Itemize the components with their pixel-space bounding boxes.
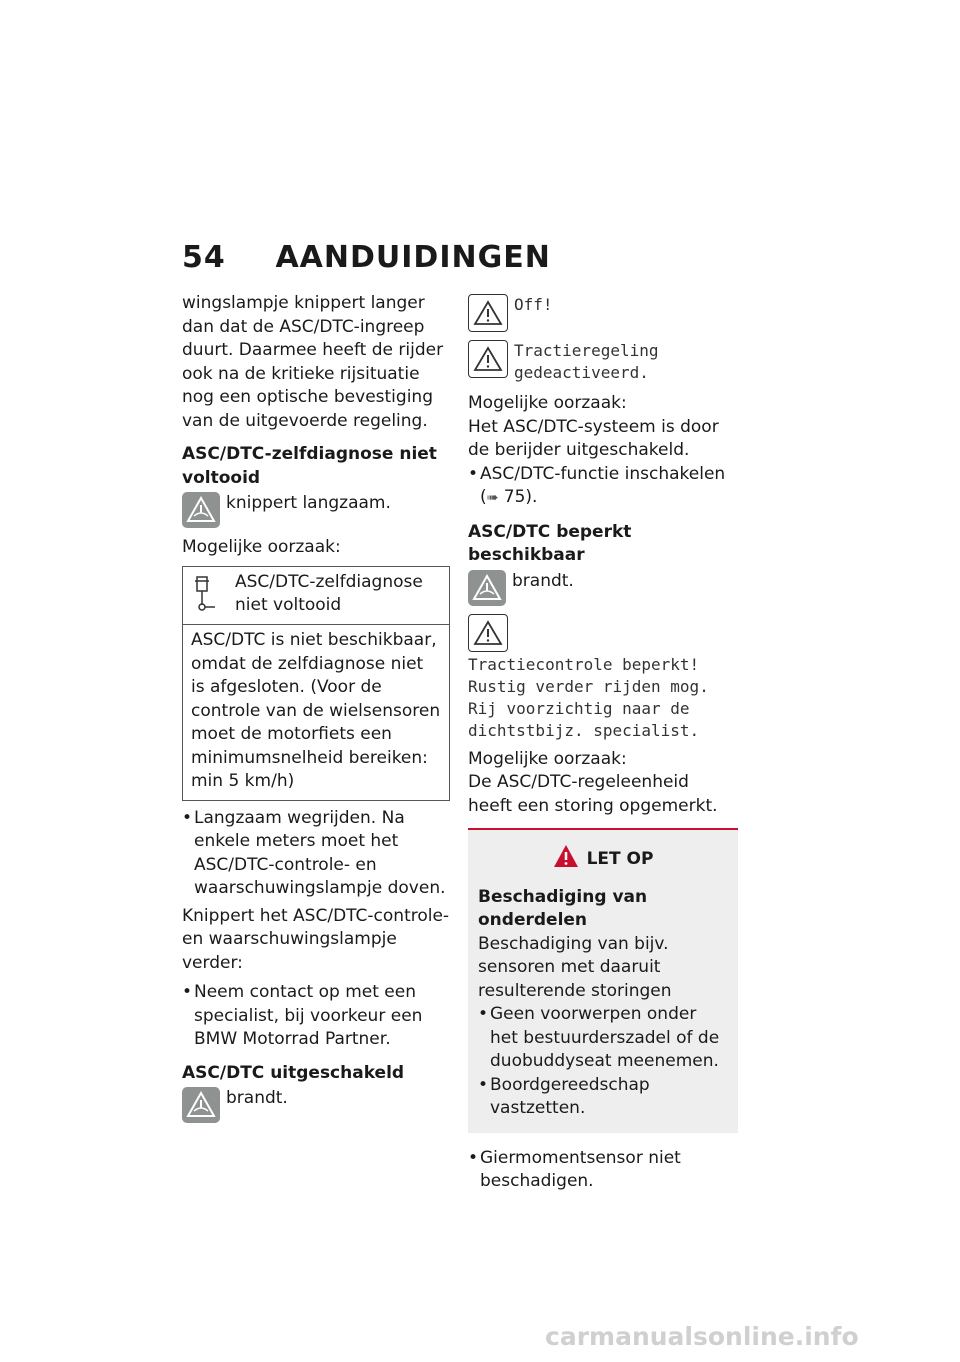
intro-paragraph: wingslampje knippert langer dan dat de ASC/DTC-ingreep duurt. Daarmee heeft de rijder ook na de kritieke rijsituatie nog een optische bevestiging van de uitgevoerde regeling. <box>182 293 444 431</box>
caution-title <box>478 844 728 876</box>
diagnosis-table-body: ASC/DTC is niet beschikbaar, omdat de zelfdiagnose niet is afgesloten. (Voor de controle van de wielsensoren moet de motorfiets een minimumsnelheid bereiken: min 5 km/h) <box>191 630 441 791</box>
followup-paragraph: Knippert het ASC/DTC-controle- en waarschuwingslampje verder: <box>182 905 450 973</box>
bullet-list-4 <box>468 1147 738 1194</box>
caution-exclamation-icon <box>553 844 579 876</box>
display-text-limited: Tractiecontrole beperkt! Rustig verder rijden mog. Rij voorzichtig naar de dichtstbijz. specialist. <box>468 654 709 740</box>
bullet-list-1 <box>182 807 450 901</box>
caution-box <box>468 828 738 1133</box>
cause-text-limited: De ASC/DTC-regeleenheid heeft een storing opgemerkt. <box>468 772 718 816</box>
bullet-list-3 <box>468 463 738 511</box>
asc-warning-lamp-icon <box>182 1087 220 1123</box>
cause-label-limited: Mogelijke oorzaak: <box>468 748 627 769</box>
display-text-deactivated: Tractieregeling gedeactiveerd. <box>514 341 659 382</box>
warning-triangle-icon <box>468 340 508 378</box>
caution-text: Beschadiging van bijv. sensoren met daaruit resulterende storingen <box>478 933 672 1001</box>
display-row-limited <box>468 614 738 652</box>
watermark: carmanualsonline.info <box>545 1322 859 1351</box>
section-heading-limited: ASC/DTC beperkt beschikbaar <box>468 521 632 565</box>
lamp-row-selfdiag <box>182 492 450 528</box>
lamp-text-disabled: brandt. <box>226 1088 288 1108</box>
warning-triangle-icon <box>468 614 508 652</box>
caution-heading: Beschadiging van onderdelen <box>478 886 648 930</box>
list-item-text: ASC/DTC-functie inschakelen <box>480 463 726 484</box>
list-item: • Geen voorwerpen onder het bestuurderszadel of de duobuddyseat meenemen. <box>478 1003 728 1074</box>
display-row-off <box>468 294 738 332</box>
section-heading-disabled: ASC/DTC uitgeschakeld <box>182 1062 405 1083</box>
diagnosis-table-title: ASC/DTC-zelfdiagnose niet voltooid <box>235 571 423 615</box>
list-item: • Boordgereedschap vastzetten. <box>478 1074 728 1121</box>
warning-triangle-icon <box>468 294 508 332</box>
cause-label-disabled: Mogelijke oorzaak: <box>468 393 627 413</box>
wrench-diagnosis-icon <box>191 571 225 621</box>
page-number: 54 <box>182 240 226 275</box>
asc-warning-lamp-icon <box>468 570 506 606</box>
cause-text-disabled: Het ASC/DTC-systeem is door de berijder uitgeschakeld. <box>468 416 719 460</box>
left-column <box>182 292 450 1131</box>
right-column <box>468 292 738 1198</box>
cause-label-selfdiag: Mogelijke oorzaak: <box>182 537 341 557</box>
diagnosis-table <box>182 566 450 801</box>
display-text-off: Off! <box>514 295 553 314</box>
lamp-row-limited <box>468 570 738 606</box>
diagnosis-table-head <box>183 567 449 626</box>
bullet-list-2 <box>182 981 450 1052</box>
section-heading-selfdiag: ASC/DTC-zelfdiagnose niet voltooid <box>182 444 437 488</box>
caution-list <box>478 1003 728 1121</box>
caution-title-text: LET OP <box>586 849 654 869</box>
page-header <box>182 240 551 275</box>
list-item: • Langzaam wegrijden. Na enkele meters moet het ASC/DTC-controle- en waarschuwingslampje doven. <box>182 807 450 901</box>
list-item: • Giermomentsensor niet beschadigen. <box>468 1147 738 1194</box>
lamp-text-selfdiag: knippert langzaam. <box>226 493 391 513</box>
display-row-deactivated <box>468 340 738 384</box>
page-reference-arrow-icon: ➠ <box>486 490 499 506</box>
list-item: • Neem contact op met een specialist, bij voorkeur een BMW Motorrad Partner. <box>182 981 450 1052</box>
page-reference[interactable]: 75). <box>503 487 538 507</box>
lamp-row-disabled <box>182 1087 450 1123</box>
list-item: • ASC/DTC-functie inschakelen (➠ 75). <box>468 463 738 511</box>
lamp-text-limited: brandt. <box>512 570 574 591</box>
page-title: AANDUIDINGEN <box>275 240 551 275</box>
asc-warning-lamp-icon <box>182 492 220 528</box>
